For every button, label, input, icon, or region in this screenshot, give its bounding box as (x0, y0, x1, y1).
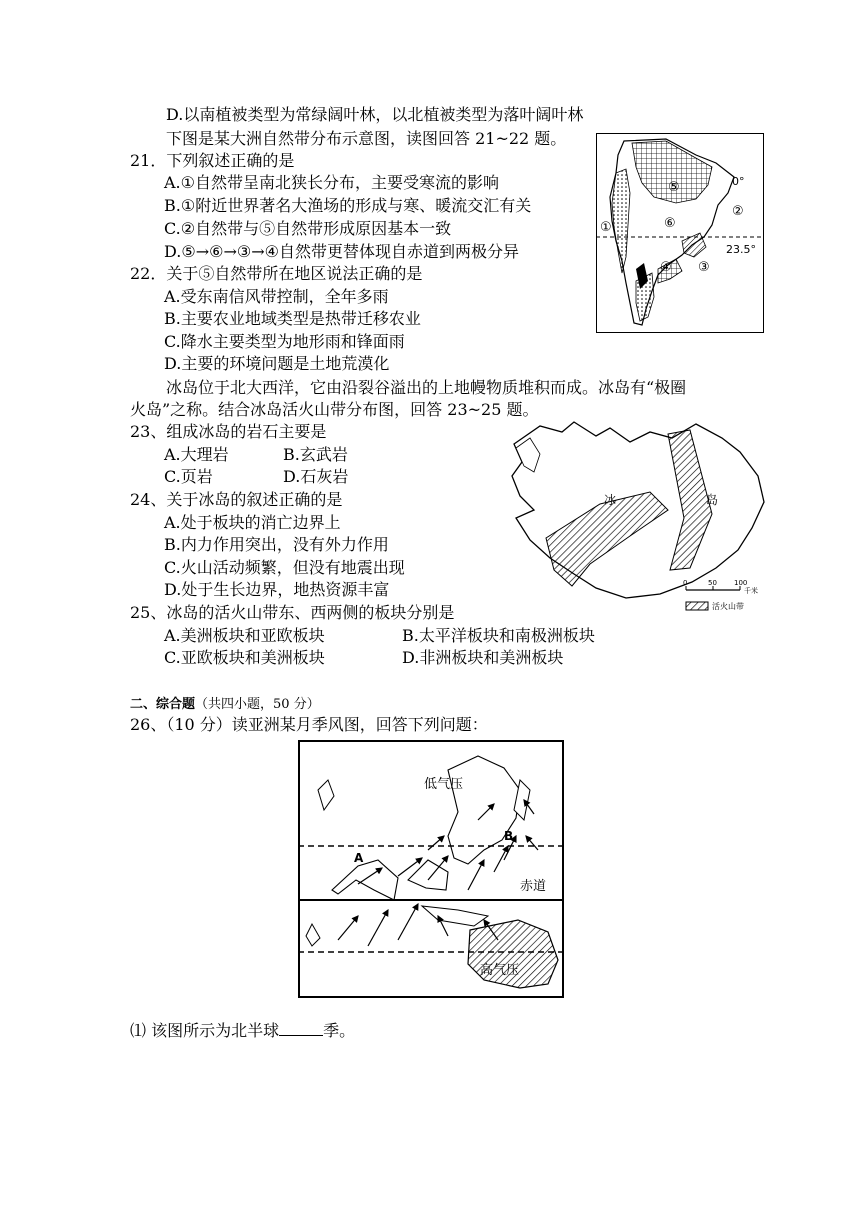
intro-q21-22: 下图是某大洲自然带分布示意图，读图回答 21~22 题。 (166, 129, 567, 148)
q22-option-a: A.受东南信风带控制，全年多雨 (164, 287, 389, 306)
sa-zone-6: ⑥ (664, 216, 676, 231)
sa-zone-5: ⑤ (668, 180, 680, 195)
sa-zone-1: ① (600, 220, 612, 235)
asia-point-a: A (354, 851, 364, 865)
q25-stem: 25、冰岛的活火山带东、西两侧的板块分别是 (130, 603, 455, 622)
asia-monsoon-map (298, 740, 564, 1000)
q23-option-a: A.大理岩 (164, 445, 229, 464)
sa-zone-3: ③ (698, 260, 710, 275)
q26-sub1-post: 季。 (323, 1021, 356, 1040)
intro-q23-25-line1: 冰岛位于北大西洋，它由沿裂谷溢出的上地幔物质堆积而成。冰岛有“极圈 (166, 378, 687, 397)
q24-option-d: D.处于生长边界，地热资源丰富 (164, 580, 390, 599)
q25-option-a: A.美洲板块和亚欧板块 (164, 626, 325, 645)
q25-option-d: D.非洲板块和美洲板块 (402, 648, 564, 667)
q21-option-c: C.②自然带与⑤自然带形成原因基本一致 (164, 219, 452, 238)
q26-sub1 (130, 1020, 355, 1042)
asia-low-pressure: 低气压 (424, 777, 464, 792)
intro-q23-25-line2: 火岛”之称。结合冰岛活火山带分布图，回答 23~25 题。 (130, 400, 539, 419)
section2-heading (130, 692, 320, 716)
section2-note: （共四小题，50 分） (195, 697, 320, 712)
q24-option-b: B.内力作用突出，没有外力作用 (164, 535, 389, 554)
q24-stem: 24、关于冰岛的叙述正确的是 (130, 490, 343, 509)
answer-blank[interactable] (279, 1021, 323, 1036)
q21-stem: 21．下列叙述正确的是 (130, 151, 295, 170)
legend-swatch (686, 602, 708, 610)
q21-option-a: A.①自然带呈南北狭长分布，主要受寒流的影响 (164, 173, 499, 192)
q22-option-c: C.降水主要类型为地形雨和锋面雨 (164, 332, 405, 351)
q26-stem: 26、（10 分）读亚洲某月季风图，回答下列问题： (130, 715, 488, 734)
q22-stem: 22．关于⑤自然带所在地区说法正确的是 (130, 264, 423, 283)
q24-option-c: C.火山活动频繁，但没有地震出现 (164, 558, 405, 577)
q24-option-a: A.处于板块的消亡边界上 (164, 513, 341, 532)
q23-option-d: D.石灰岩 (283, 467, 349, 486)
scale-unit: 千米 (744, 587, 758, 595)
asia-point-b: B (504, 829, 514, 843)
q20-option-d: D.以南植被类型为常绿阔叶林，以北植被类型为落叶阔叶林 (166, 105, 584, 124)
sa-tropic-label: 23.5° (726, 243, 756, 256)
iceland-volcano-map (500, 418, 772, 612)
iceland-label-right: 岛 (706, 493, 719, 507)
sa-zone-4: ④ (660, 260, 672, 275)
q25-option-b: B.太平洋板块和南极洲板块 (402, 626, 595, 645)
section2-title: 二、综合题 (130, 697, 196, 712)
q22-option-b: B.主要农业地域类型是热带迁移农业 (164, 309, 421, 328)
iceland-label-left: 冰 (604, 493, 617, 507)
q21-option-b: B.①附近世界著名大渔场的形成与寒、暖流交汇有关 (164, 196, 532, 215)
scale-0: 0 (683, 579, 688, 587)
q22-option-d: D.主要的环境问题是土地荒漠化 (164, 354, 390, 373)
asia-equator-label: 赤道 (520, 879, 547, 894)
q26-sub1-pre: ⑴ 该图所示为北半球 (130, 1021, 280, 1040)
q23-option-c: C.页岩 (164, 467, 213, 486)
q21-option-d: D.⑤→⑥→③→④自然带更替体现自赤道到两极分异 (164, 242, 519, 261)
scale-50: 50 (708, 579, 717, 587)
q23-stem: 23、组成冰岛的岩石主要是 (130, 422, 327, 441)
sa-equator-label: 0° (732, 175, 745, 188)
q23-option-b: B.玄武岩 (283, 445, 348, 464)
asia-high-pressure: 高气压 (480, 963, 520, 978)
sa-zone-2: ② (732, 204, 744, 219)
south-america-zone-map (596, 133, 764, 333)
legend-label: 活火山带 (712, 602, 744, 611)
scale-100: 100 (734, 579, 748, 587)
q25-option-c: C.亚欧板块和美洲板块 (164, 648, 325, 667)
